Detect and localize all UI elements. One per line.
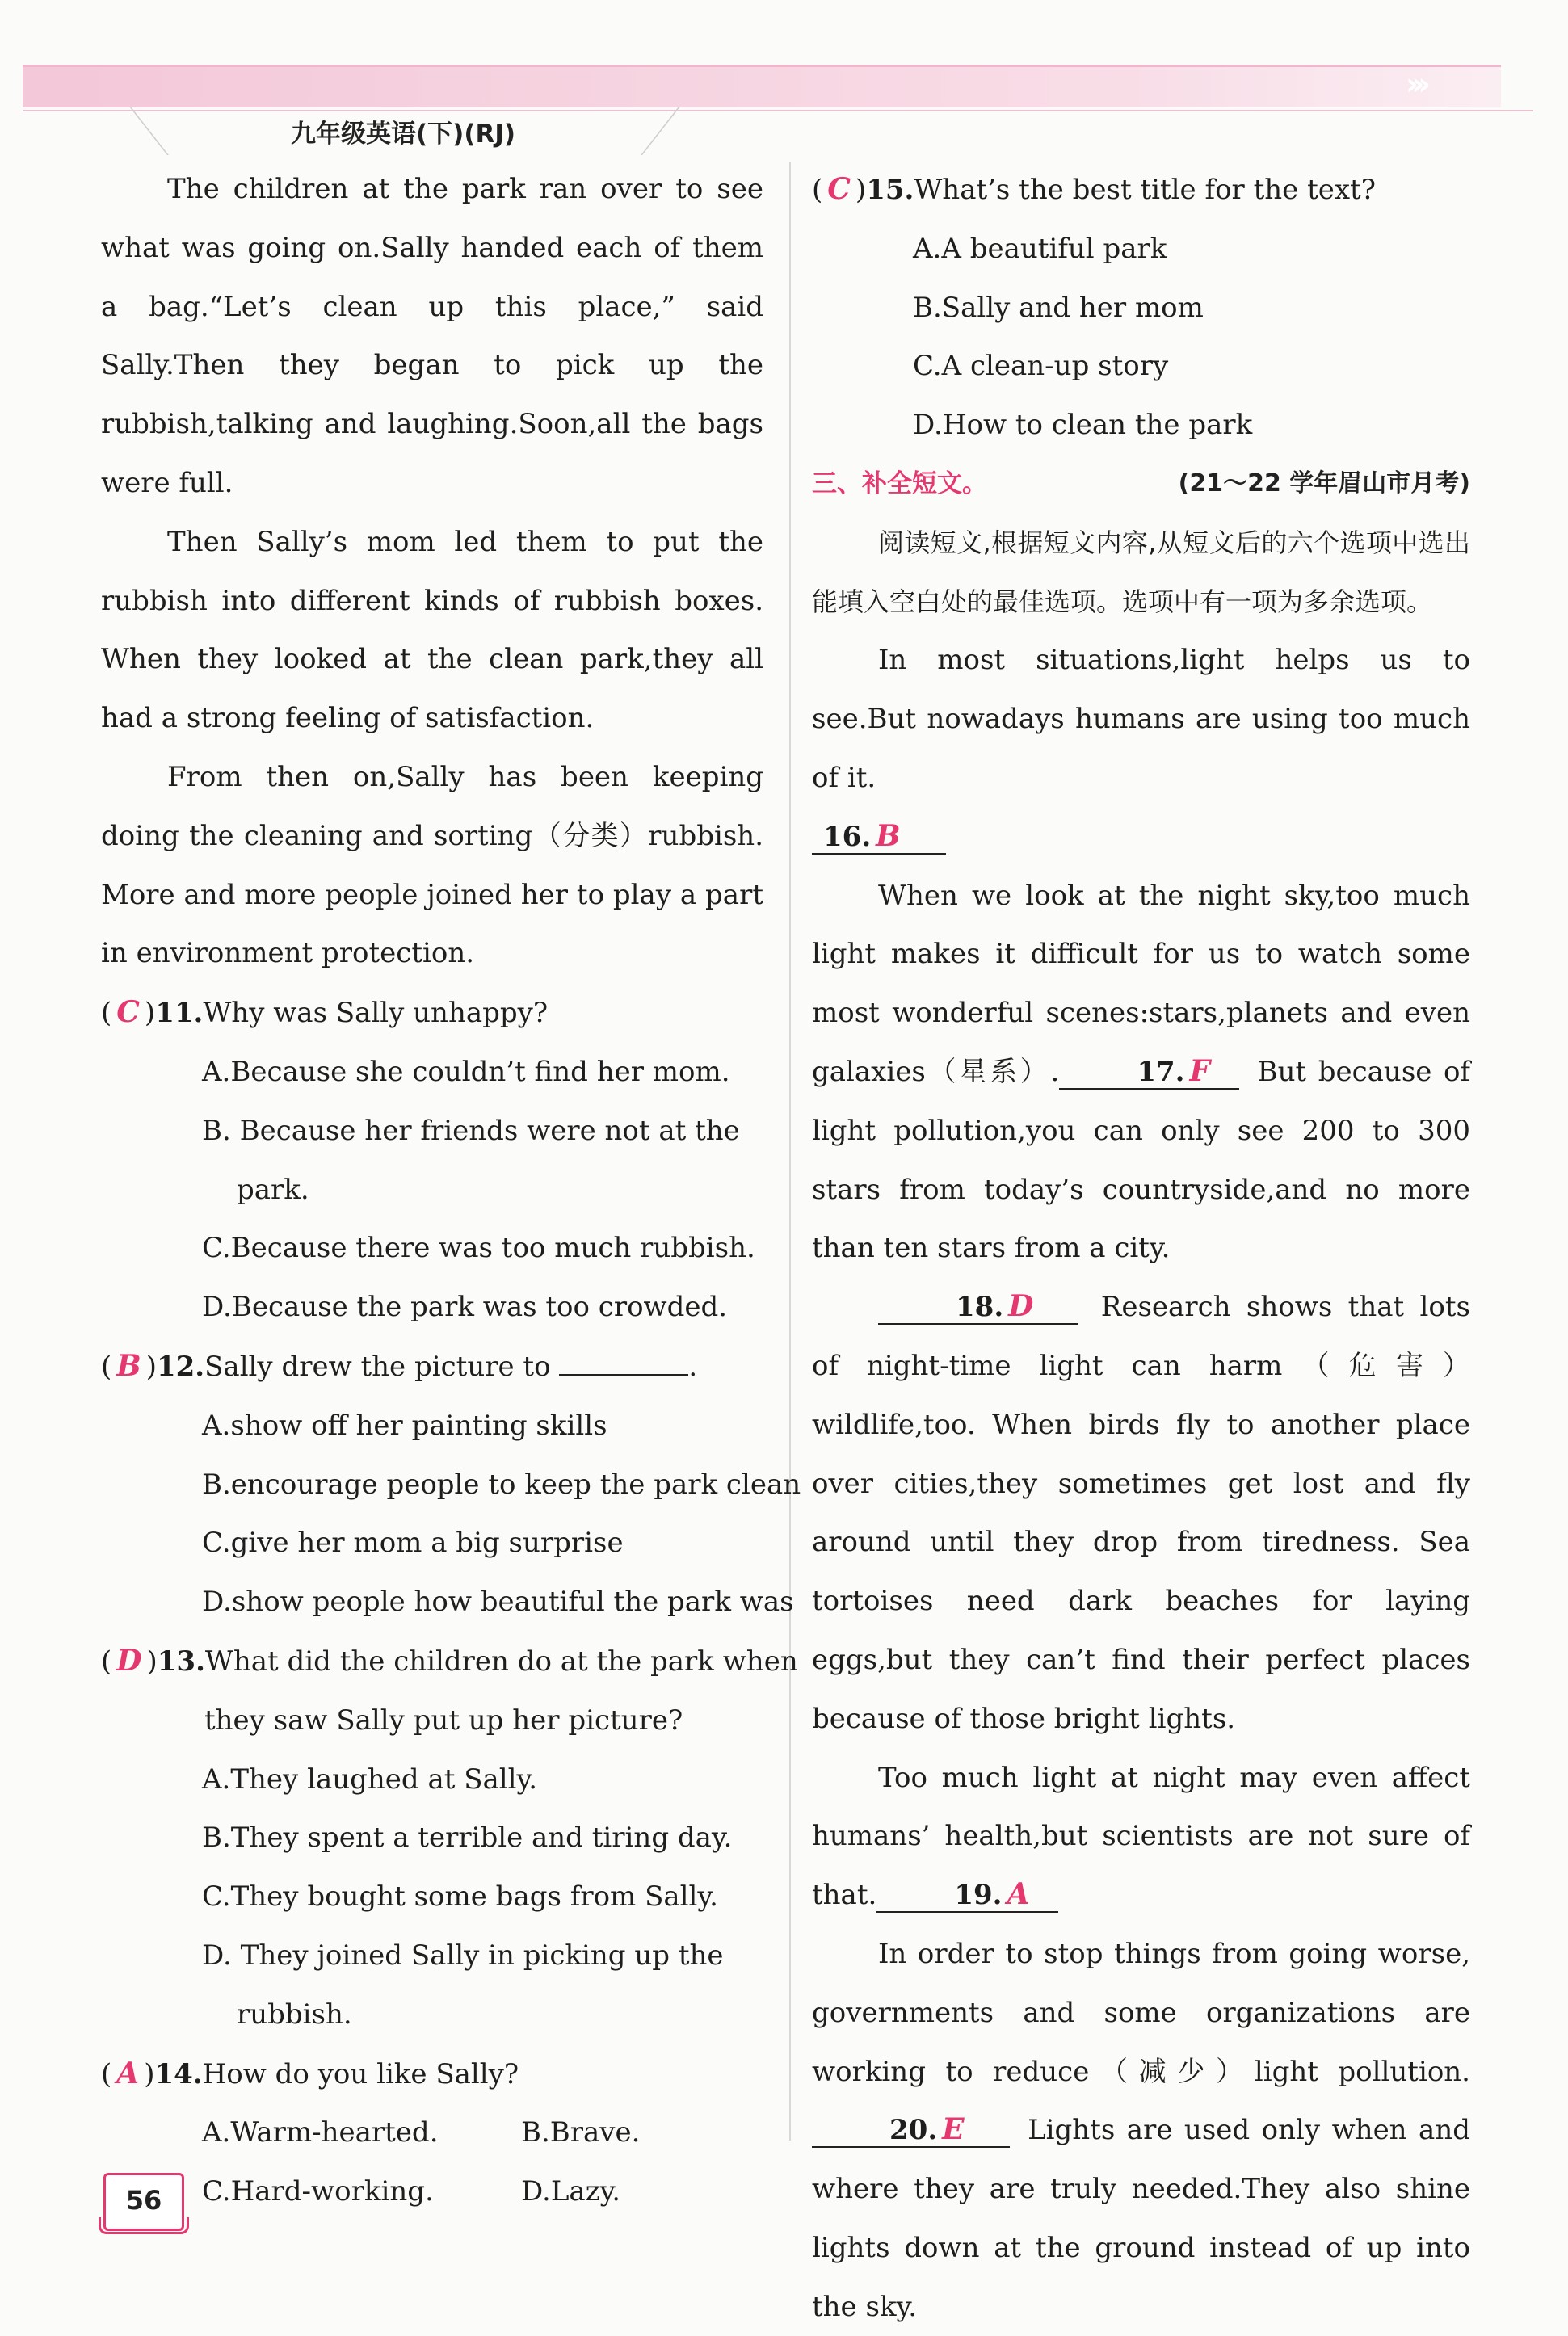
option-14b: B.Brave. — [521, 2116, 641, 2149]
answer-14: A — [116, 2056, 140, 2090]
option-11a: A.Because she couldn’t find her mom. — [202, 1055, 730, 1088]
question-12-blank — [559, 1350, 688, 1376]
section-source: (21～22 学年眉山市月考) — [1178, 468, 1470, 498]
cloze-paragraph-3: 18. D Research shows that lots of night-time light can harm（危害）wildlife,too. When birds fly to another place over cities,they sometimes get lost and fly around until they drop from tiredness. Sea tortoises need dark beaches for laying eggs,but they can’t find their perfect places because of those bright lights. — [812, 1289, 1470, 1735]
option-11b: B. Because her friends were not at the — [202, 1114, 740, 1147]
left-column — [101, 160, 801, 2221]
section-heading — [812, 455, 1470, 514]
option-13c: C.They bought some bags from Sally. — [202, 1880, 718, 1914]
question-11: ( C )11.Why was Sally unhappy? — [101, 995, 549, 1030]
passage-paragraph-2: Then Sally’s mom led them to put the rubbish into different kinds of rubbish boxes. When they looked at the clean park,they all had a strong feeling of satisfaction. — [101, 525, 763, 735]
book-title: 九年级英语(下)(RJ) — [291, 120, 516, 149]
option-15a: A.A beautiful park — [913, 232, 1167, 265]
option-row-14ab — [101, 2103, 763, 2162]
option-15c: C.A clean-up story — [913, 350, 1169, 383]
option-14a: A.Warm-hearted. — [202, 2116, 439, 2149]
answer-13: D — [116, 1643, 142, 1678]
answer-19: A — [1007, 1877, 1030, 1912]
right-column — [812, 160, 1470, 2336]
page-number: 56 — [103, 2173, 184, 2231]
answer-16: B — [876, 818, 901, 853]
cloze-paragraph-2: When we look at the night sky,too much light makes it difficult for us to watch some most wonderful scenes:stars,planets and even galaxies（星系）. 17. F But because of light pollution,you can only see 200 to 300 stars from today’s countryside,and no more than ten stars from a city. — [812, 879, 1470, 1265]
blank-16: 16. B — [812, 808, 1470, 867]
option-14c: C.Hard-working. — [202, 2175, 434, 2208]
answer-11: C — [116, 995, 140, 1030]
question-13-cont: they saw Sally put up her picture? — [204, 1704, 683, 1737]
blank-20: 20. E — [812, 2113, 1010, 2148]
section-instructions: 阅读短文,根据短文内容,从短文后的六个选项中选出能填入空白处的最佳选项。选项中有一项为多余选项。 — [812, 527, 1470, 617]
option-12c: C.give her mom a big surprise — [202, 1527, 624, 1560]
option-14d: D.Lazy. — [521, 2175, 621, 2208]
blank-17: 17. F — [1059, 1055, 1239, 1090]
header-slant-left — [129, 107, 169, 155]
blank-19: 19. A — [876, 1878, 1058, 1913]
page-number-book-icon — [99, 2217, 189, 2234]
option-13a: A.They laughed at Sally. — [202, 1763, 538, 1796]
header-rule — [23, 110, 1533, 111]
blank-18: 18. D — [878, 1290, 1078, 1325]
option-12b: B.encourage people to keep the park clean — [202, 1468, 801, 1501]
answer-17: F — [1189, 1053, 1211, 1088]
answer-15: C — [827, 172, 851, 206]
option-12d: D.show people how beautiful the park was — [202, 1586, 794, 1619]
question-15: ( C )15.What’s the best title for the text? — [812, 172, 1376, 206]
passage-paragraph-3: From then on,Sally has been keeping doing the cleaning and sorting（分类）rubbish. More and more people joined her to play a part in environment protection. — [101, 760, 763, 970]
cloze-paragraph-5: In order to stop things from going worse, governments and some organizations are working to reduce（减少）light pollution. 20. E Lights are used only when and where they are truly needed.They also shine lights down at the ground instead of up into the sky. — [812, 1937, 1470, 2323]
option-11c: C.Because there was too much rubbish. — [202, 1232, 755, 1265]
header-arrows-icon: ››› — [1406, 66, 1424, 102]
question-13: ( D )13.What did the children do at the park when — [101, 1643, 798, 1678]
option-15d: D.How to clean the park — [913, 409, 1253, 442]
header-slant-right — [641, 107, 680, 155]
cloze-paragraph-1: In most situations,light helps us to see.But nowadays humans are using too much of it. — [812, 644, 1470, 794]
option-15b: B.Sally and her mom — [913, 291, 1204, 324]
question-12: ( B )12.Sally drew the picture to . — [101, 1348, 698, 1383]
section-label: 三、补全短文。 — [812, 468, 987, 498]
option-11d: D.Because the park was too crowded. — [202, 1291, 728, 1324]
column-divider — [789, 162, 791, 2141]
answer-20: E — [942, 2112, 965, 2147]
option-13d-cont: rubbish. — [237, 1998, 352, 2031]
header-band — [23, 65, 1501, 107]
cloze-paragraph-4: Too much light at night may even affect humans’ health,but scientists are not sure of that. 19. A — [812, 1761, 1470, 1912]
option-12a: A.show off her painting skills — [202, 1409, 607, 1442]
answer-12: B — [116, 1348, 141, 1383]
option-row-14cd — [101, 2162, 763, 2221]
option-13d: D. They joined Sally in picking up the — [202, 1939, 724, 1972]
option-11b-cont: park. — [237, 1173, 309, 1206]
question-14: ( A )14.How do you like Sally? — [101, 2056, 519, 2090]
passage-paragraph-1: The children at the park ran over to see what was going on.Sally handed each of them a bag.“Let’s clean up this place,” said Sally.Then they began to pick up the rubbish,talking and laughing.Soon,all the bags were full. — [101, 173, 763, 499]
option-13b: B.They spent a terrible and tiring day. — [202, 1821, 733, 1855]
answer-18: D — [1008, 1289, 1034, 1324]
